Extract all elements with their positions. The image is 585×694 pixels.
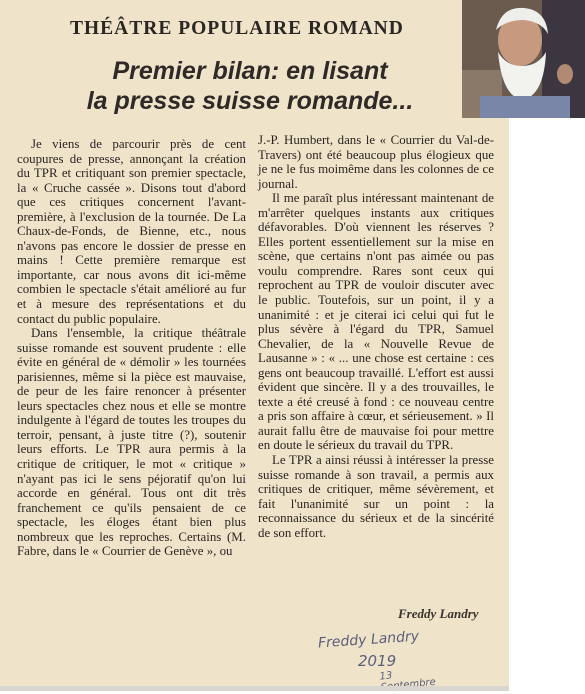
paragraph: Il me paraît plus intéressant maintenant de m'arrêter quelques instants aux critiques défavorables. D'où viennent les réserves ? Elles portent essentiellement sur la mise en scène, que certains n'ont pas aimée ou pas voulu comprendre. Rares sont ceux qui reprochent au TPR de vouloir discuter avec le public. Toutefois, sur un point, il y a unanimité : et je citerai ici celui qui fut le plus sévère à l'égard du TPR, Samuel Chevalier, de la « Nouvelle Revue de Lausanne » : « ... une chose est certaine : ces gens ont beaucoup travaillé. L'effort est aussi évident que sincère. Il y a des trouvailles, le texte a été creusé à fond : ce nouveau centre a pris son affaire à cœur, et sérieusement. » Il aurait fallu être de mauvaise foi pour mettre en doute le sérieux du travail du TPR. [258, 191, 494, 453]
handwritten-annotation [318, 628, 448, 688]
bottom-edge [0, 686, 509, 691]
paragraph: Dans l'ensemble, la critique théâtrale suisse romande est souvent prudente : elle évite en général de « démolir » les tournées parisiennes, même si la pièce est mauvaise, de peur de les faire renoncer à présenter leurs spectacles chez nous et elle se montre indulgente à l'égard de toutes les troupes du terroir, pensant, à juste titre (?), soutenir leurs efforts. Le TPR aura permis à la critique de critiquer, le mot « critique » n'ayant pas ici le sens péjoratif qu'on lui accorde en général. Tous ont dit très franchement ce qu'ils pensaient de ce spectacle, les éloges étant bien plus nombreux que les reproches. Certains (M. Fabre, dans le « Courrier de Genève », ou [17, 326, 246, 559]
handwritten-year: 2019 [358, 652, 397, 670]
paragraph: Le TPR a ainsi réussi à intéresser la presse suisse romande à son travail, a permis aux critiques de critiquer, même sévèrement, et fait l'unanimité sur un point : la reconnaissance du sérieux et de la sincérité de son effort. [258, 453, 494, 540]
author-portrait-photo [462, 0, 585, 118]
page-margin [509, 118, 585, 691]
article-headline [40, 56, 460, 116]
author-signature: Freddy Landry [398, 606, 479, 621]
headline-line-1: Premier bilan: en lisant [112, 57, 388, 85]
section-kicker: THÉÂTRE POPULAIRE ROMAND [70, 18, 404, 39]
article-column-right [258, 133, 494, 540]
paragraph: J.-P. Humbert, dans le « Courrier du Val-de-Travers) ont été beaucoup plus élogieux que je ne le fus moimême dans les colonnes de ce journal. [258, 133, 494, 191]
handwritten-name: Freddy Landry [317, 628, 420, 652]
headline-line-2: la presse suisse romande... [86, 87, 414, 115]
paragraph: Je viens de parcourir près de cent coupures de presse, annonçant la création du TPR et critiquant son premier spectacle, la « Cruche cassée ». Disons tout d'abord que ces critiques concernent l'avant-première, à l'exclusion de la tournée. De La Chaux-de-Fonds, de Bienne, etc., nous n'avons pas encore le dossier de presse en mains ! Cette première remarque est importante, car nous avons dit ici-même combien le spectacle s'était amélioré au fur et à mesure des représentations et du contact du public populaire. [17, 137, 246, 326]
article-column-left [17, 137, 246, 559]
handwritten-date: 13 [379, 670, 393, 683]
